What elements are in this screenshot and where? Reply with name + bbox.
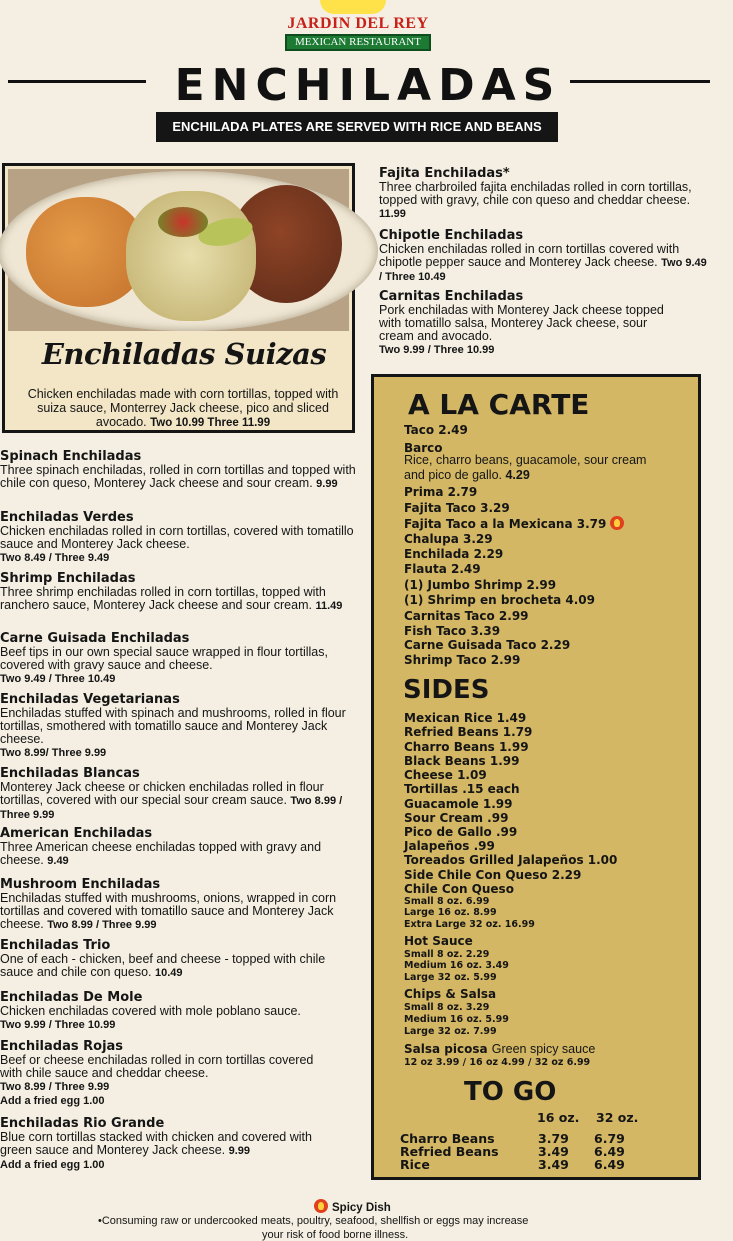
logo-subtitle: MEXICAN RESTAURANT — [285, 34, 431, 51]
alc-item-description — [404, 453, 654, 483]
item-price: 9.99 — [228, 1145, 251, 1157]
spicy-flame-icon — [314, 1199, 328, 1213]
item-price: Two 8.99 / Three 9.99 — [0, 1081, 110, 1093]
side-item: Charro Beans 1.99 — [404, 740, 529, 754]
side-size: Large 16 oz. 8.99 — [404, 907, 497, 918]
item-price: 9.99 — [316, 478, 338, 490]
side-item: Cheese 1.09 — [404, 768, 487, 782]
alc-item — [404, 516, 624, 531]
item-name: Fajita Enchiladas* — [379, 166, 510, 181]
alc-item: Prima 2.79 — [404, 485, 478, 499]
item-description — [0, 525, 362, 565]
to-go-heading: TO GO — [464, 1077, 557, 1107]
item-name: Carnitas Enchiladas — [379, 289, 524, 304]
to-go-price-32: 6.49 — [594, 1144, 625, 1159]
alc-item: Enchilada 2.29 — [404, 547, 504, 561]
side-item: Pico de Gallo .99 — [404, 825, 518, 839]
menu-item — [0, 1116, 345, 1172]
feature-title: Enchiladas Suizas — [41, 337, 327, 371]
to-go-price-16: 3.49 — [538, 1144, 569, 1159]
side-item: Guacamole 1.99 — [404, 797, 513, 811]
to-go-name: Charro Beans — [400, 1131, 495, 1146]
menu-item — [0, 571, 362, 613]
item-name: Enchiladas Rojas — [0, 1039, 124, 1054]
side-item-text: Salsa picosa — [404, 1042, 488, 1056]
item-desc-text: Beef or cheese enchiladas rolled in corn tortillas covered with chile sauce and cheddar cheese. — [0, 1053, 314, 1080]
menu-item — [0, 826, 350, 868]
item-desc-text: Monterey Jack cheese or chicken enchiladas rolled in flour tortillas, covered with our special sour cream sauce. — [0, 780, 324, 807]
item-description — [0, 892, 350, 932]
item-price: Two 8.99 / Three 9.99 — [0, 795, 343, 821]
alc-item-text: Fajita Taco a la Mexicana 3.79 — [404, 517, 607, 531]
alc-item: Shrimp Taco 2.99 — [404, 653, 521, 667]
side-size: Small 8 oz. 3.29 — [404, 1002, 490, 1013]
consumer-advisory: •Consuming raw or undercooked meats, poultry, seafood, shellfish or eggs may increase — [98, 1215, 529, 1227]
side-item-desc: Green spicy sauce — [491, 1042, 596, 1056]
item-name: Enchiladas Verdes — [0, 510, 134, 525]
side-item: Toreados Grilled Jalapeños 1.00 — [404, 853, 618, 867]
side-item: Mexican Rice 1.49 — [404, 711, 527, 725]
item-name: Enchiladas Trio — [0, 938, 111, 953]
item-description — [379, 181, 709, 221]
item-description — [379, 243, 709, 284]
alc-item: Taco 2.49 — [404, 423, 468, 437]
menu-item — [0, 766, 350, 822]
item-desc-text: Beef tips in our own special sauce wrapped in flour tortillas, covered with gravy sauce and cheese. — [0, 645, 328, 672]
logo-name: JARDIN DEL REY — [287, 15, 429, 32]
item-desc-text: One of each - chicken, beef and cheese - topped with chile sauce and chile con queso. — [0, 952, 326, 979]
side-size: Large 32 oz. 5.99 — [404, 972, 497, 983]
alc-item: Barco — [404, 441, 443, 455]
spicy-legend-text: Spicy Dish — [332, 1202, 391, 1214]
to-go-price-32: 6.49 — [594, 1157, 625, 1172]
spicy-legend — [314, 1199, 391, 1214]
menu-item — [0, 938, 350, 980]
item-description — [379, 304, 679, 357]
side-size: Small 8 oz. 6.99 — [404, 896, 490, 907]
side-size: Small 8 oz. 2.29 — [404, 949, 490, 960]
food-photo — [8, 169, 349, 331]
side-item: Chips & Salsa — [404, 987, 497, 1001]
alc-item: Chalupa 3.29 — [404, 532, 493, 546]
a-la-carte-panel — [371, 374, 701, 1180]
item-desc-text: Pork enchiladas with Monterey Jack cheese topped with tomatillo salsa, Monterey Jack cheese, sour cream and avocado. — [379, 303, 664, 343]
item-extra: Add a fried egg 1.00 — [0, 1159, 105, 1171]
item-price: Two 9.99 / Three 10.99 — [379, 344, 495, 356]
side-size: Medium 16 oz. 3.49 — [404, 960, 509, 971]
alc-item: (1) Shrimp en brocheta 4.09 — [404, 593, 596, 607]
alc-price: 4.29 — [505, 468, 530, 482]
item-name: Shrimp Enchiladas — [0, 571, 136, 586]
item-price: 9.49 — [47, 855, 69, 867]
item-price: Two 9.49 / Three 10.49 — [0, 673, 116, 685]
pico-shape — [158, 207, 208, 237]
title-rule-left — [8, 80, 146, 83]
item-description — [0, 464, 362, 491]
item-desc-text: Three American cheese enchiladas topped with gravy and cheese. — [0, 840, 322, 867]
item-description — [0, 781, 350, 822]
menu-item — [0, 692, 362, 760]
item-desc-text: Chicken enchiladas covered with mole poblano sauce. — [0, 1004, 301, 1018]
alc-item: Flauta 2.49 — [404, 562, 481, 576]
item-description — [0, 953, 350, 980]
side-size: Medium 16 oz. 5.99 — [404, 1014, 509, 1025]
item-desc-text: Blue corn tortillas stacked with chicken and covered with green sauce and Monterey Jack cheese. — [0, 1130, 312, 1157]
menu-item — [0, 990, 320, 1032]
menu-item — [379, 228, 709, 284]
item-price: Two 8.49 / Three 9.49 — [0, 552, 110, 564]
item-name: Spinach Enchiladas — [0, 449, 142, 464]
item-description — [0, 1054, 320, 1108]
alc-item: (1) Jumbo Shrimp 2.99 — [404, 578, 557, 592]
side-item: Tortillas .15 each — [404, 782, 520, 796]
side-item: Hot Sauce — [404, 934, 473, 948]
menu-item — [0, 510, 362, 565]
sides-heading: SIDES — [403, 675, 490, 705]
side-item: Chile Con Queso — [404, 882, 514, 896]
logo-crown-icon — [320, 0, 386, 14]
side-item: Sour Cream .99 — [404, 811, 509, 825]
item-description — [0, 1005, 320, 1032]
to-go-row — [400, 1158, 700, 1171]
item-desc-text: Three shrimp enchiladas rolled in corn tortillas, topped with ranchero sauce, Monterey Jack cheese and sour cream. — [0, 585, 326, 612]
item-desc-text: Three charbroiled fajita enchiladas rolled in corn tortillas, topped with gravy, chile con queso and cheddar cheese. — [379, 180, 692, 207]
consumer-advisory-cont: your risk of food borne illness. — [262, 1229, 409, 1241]
side-item: Jalapeños .99 — [404, 839, 495, 853]
item-desc-text: Three spinach enchiladas, rolled in corn tortillas and topped with chile con queso, Monterey Jack cheese and sour cream. — [0, 463, 356, 490]
item-name: Mushroom Enchiladas — [0, 877, 161, 892]
to-go-price-16: 3.49 — [538, 1157, 569, 1172]
item-desc-text: Chicken enchiladas rolled in corn tortillas covered with chipotle pepper sauce and Monterey Jack cheese. — [379, 242, 680, 269]
page-subtitle: ENCHILADA PLATES ARE SERVED WITH RICE AND BEANS — [156, 112, 558, 142]
side-item: Refried Beans 1.79 — [404, 725, 533, 739]
alc-item: Fajita Taco 3.29 — [404, 501, 510, 515]
alc-item: Carne Guisada Taco 2.29 — [404, 638, 571, 652]
item-name: American Enchiladas — [0, 826, 153, 841]
alc-item: Fish Taco 3.39 — [404, 624, 501, 638]
feature-card — [2, 163, 355, 433]
item-name: Carne Guisada Enchiladas — [0, 631, 190, 646]
item-price: 11.99 — [379, 208, 406, 220]
item-price: 10.49 — [154, 967, 183, 979]
item-description — [0, 646, 362, 686]
page-title: ENCHILADAS — [174, 60, 562, 111]
item-name: Enchiladas Vegetarianas — [0, 692, 180, 707]
item-description — [0, 707, 362, 760]
item-name: Enchiladas Rio Grande — [0, 1116, 165, 1131]
side-item: Black Beans 1.99 — [404, 754, 520, 768]
side-size: Extra Large 32 oz. 16.99 — [404, 919, 535, 930]
item-name: Chipotle Enchiladas — [379, 228, 524, 243]
to-go-price-16: 3.79 — [538, 1131, 569, 1146]
spicy-flame-icon — [610, 516, 624, 530]
side-size: Large 32 oz. 7.99 — [404, 1026, 497, 1037]
item-price: Two 9.99 / Three 10.99 — [0, 1019, 116, 1031]
item-extra: Add a fried egg 1.00 — [0, 1095, 105, 1107]
a-la-carte-heading: A LA CARTE — [408, 388, 590, 421]
alc-desc-text: Rice, charro beans, guacamole, sour cream and pico de gallo. — [404, 453, 647, 482]
item-name: Enchiladas Blancas — [0, 766, 140, 781]
title-rule-right — [570, 80, 710, 83]
item-name: Enchiladas De Mole — [0, 990, 143, 1005]
to-go-name: Rice — [400, 1157, 430, 1172]
menu-item — [379, 289, 679, 357]
alc-item: Carnitas Taco 2.99 — [404, 609, 529, 623]
to-go-col-32oz: 32 oz. — [596, 1110, 639, 1125]
feature-price: Two 10.99 Three 11.99 — [150, 417, 271, 429]
side-size: 12 oz 3.99 / 16 oz 4.99 / 32 oz 6.99 — [404, 1057, 591, 1068]
to-go-col-16oz: 16 oz. — [537, 1110, 580, 1125]
item-description — [0, 586, 362, 613]
feature-desc-text: Chicken enchiladas made with corn tortillas, topped with suiza sauce, Monterrey Jack cheese, pico and sliced avocado. — [27, 387, 339, 429]
item-desc-text: Enchiladas stuffed with mushrooms, onions, wrapped in corn tortillas and covered with tomatillo sauce and Monterey Jack cheese. — [0, 891, 337, 931]
item-price: Two 8.99 / Three 9.99 — [47, 919, 157, 931]
item-desc-text: Chicken enchiladas rolled in corn tortillas, covered with tomatillo sauce and Monterey Jack cheese. — [0, 524, 354, 551]
item-description — [0, 841, 350, 868]
feature-description — [19, 387, 347, 430]
restaurant-logo — [284, 14, 432, 51]
item-description — [0, 1131, 345, 1172]
menu-item — [0, 449, 362, 491]
menu-item — [0, 631, 362, 686]
to-go-price-32: 6.79 — [594, 1131, 625, 1146]
menu-item — [0, 1039, 320, 1108]
item-price: Two 8.99/ Three 9.99 — [0, 747, 107, 759]
to-go-name: Refried Beans — [400, 1144, 499, 1159]
item-price: 11.49 — [315, 600, 343, 612]
menu-item — [0, 877, 350, 932]
menu-item — [379, 166, 709, 221]
item-desc-text: Enchiladas stuffed with spinach and mushrooms, rolled in flour tortillas, smothered with tomatillo sauce and Monterey Jack cheese. — [0, 706, 346, 746]
side-item: Side Chile Con Queso 2.29 — [404, 868, 582, 882]
item-price: Two 9.49 / Three 10.49 — [379, 257, 707, 283]
side-item — [404, 1042, 595, 1056]
